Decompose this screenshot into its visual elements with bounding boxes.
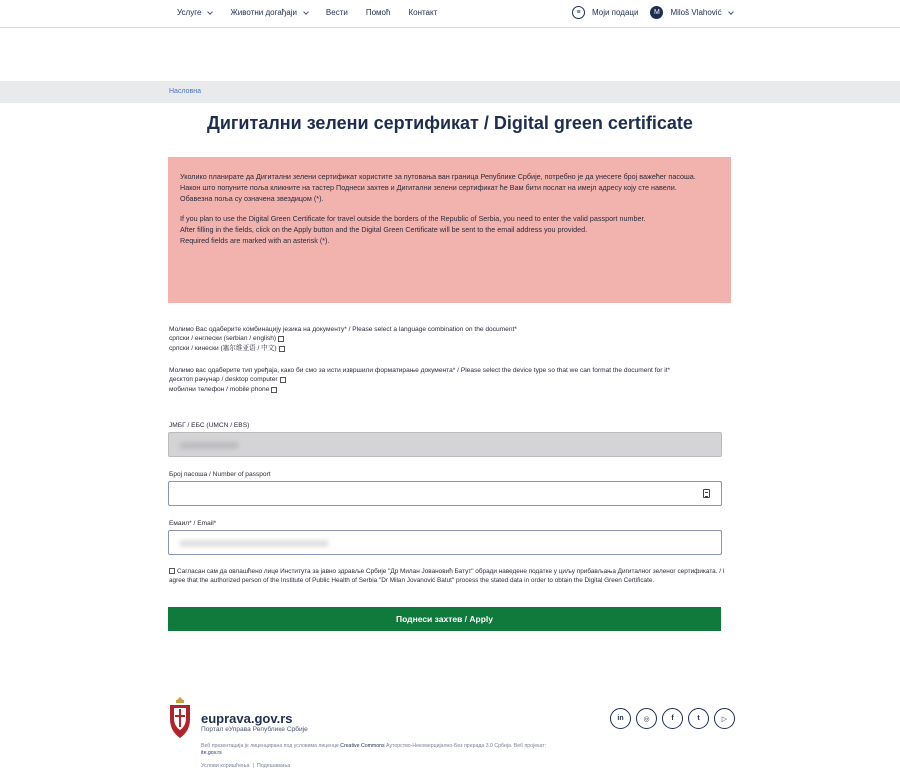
apply-button[interactable]: Поднеси захтев / Apply [168, 607, 721, 631]
creative-commons-link[interactable]: Creative Commons [340, 743, 385, 749]
instagram-icon[interactable]: ◎ [636, 708, 657, 729]
redacted-value [179, 442, 239, 449]
notice-text: If you plan to use the Digital Green Certificate for travel outside the borders of the Republic of Serbia, you need to enter the valid passport number. [180, 214, 646, 224]
project-link[interactable]: ite.gov.rs [201, 750, 222, 756]
page-title: Дигитални зелени сертификат / Digital green certificate [207, 113, 693, 133]
keyboard-icon[interactable] [703, 489, 710, 498]
avatar: M [650, 6, 663, 19]
device-desktop-checkbox[interactable] [280, 377, 286, 383]
language-chinese-checkbox[interactable] [279, 346, 285, 352]
option-label: српски / енглески (serbian / english) [169, 335, 277, 342]
serbia-coat-of-arms-icon [168, 696, 192, 740]
my-data-label: Моји подаци [592, 8, 639, 17]
nav-item-label: Животни догађаји [230, 8, 297, 17]
linkedin-icon[interactable]: in [610, 708, 631, 729]
user-menu [572, 6, 733, 19]
breadcrumb [0, 81, 900, 103]
jmbg-label: ЈМБГ / ЕБС (UMCN / EBS) [169, 422, 250, 429]
twitter-icon[interactable]: t [688, 708, 709, 729]
email-label: Емаил* / Email* [169, 520, 217, 527]
notice-text: Обавезна поља су означена звездицом (*). [180, 193, 324, 203]
facebook-icon[interactable]: f [662, 708, 683, 729]
device-mobile-checkbox[interactable] [271, 387, 277, 393]
license-text [201, 743, 561, 757]
nav-item-contact[interactable] [408, 8, 437, 17]
device-option-desktop [169, 375, 729, 385]
notice-text: Уколико планирате да Дигитални зелени сертификат користите за путовања ван граница Републике Србије, потребно је да унесете број важећег пасоша. [180, 172, 696, 181]
chevron-down-icon [208, 9, 214, 15]
language-option-chinese [169, 344, 729, 354]
chevron-down-icon [728, 9, 734, 15]
device-question: Молимо вас одаберите тип уређаја, како би смо за исти извршили форматирање документа* / Please select the device type so that we can format the document for it* [169, 367, 671, 374]
divider: | [252, 763, 254, 769]
nav-item-news[interactable] [326, 8, 348, 17]
license-prefix: Веб презентација је лиценцирана под условима лиценце [201, 743, 341, 749]
option-label: српски / кинески (塞尔维亚语 / 中文) [169, 345, 277, 352]
certificate-form [169, 325, 729, 395]
consent-checkbox[interactable] [169, 568, 175, 574]
language-english-checkbox[interactable] [278, 336, 284, 342]
social-links [610, 708, 735, 729]
my-data-link[interactable] [572, 6, 638, 19]
list-icon: ≡ [572, 6, 585, 19]
nav-item-label: Контакт [408, 8, 438, 17]
nav-item-life-events[interactable] [230, 8, 308, 17]
nav-item-label: Услуге [177, 8, 202, 17]
language-question: Молимо Вас одаберите комбинацију језика на документу* / Please select a language combination on the document* [169, 326, 517, 333]
device-option-mobile [169, 385, 729, 395]
footer-subtitle: Портал еУправа Републике Србије [201, 726, 308, 733]
info-notice [168, 157, 731, 303]
notice-text: Након што попуните поља кликните на тастер Поднеси захтев и Дигитални зелени сертификат ће Вам бити послат на имејл адресу коју сте навели. [180, 182, 677, 192]
option-label: десктоп рачунар / desktop computer [169, 376, 278, 383]
license-suffix: Ауторство-Некомерцијално-Без прерада 3.0 Србија. Веб пројекат: [384, 743, 547, 749]
option-label: мобилни телефон / mobile phone [169, 386, 270, 393]
user-name: Miloš Vlahović [670, 8, 722, 17]
nav-item-label: Помоћ [365, 8, 391, 17]
footer-brand[interactable]: euprava.gov.rs [201, 711, 293, 726]
notice-text: Required fields are marked with an asterisk (*). [180, 235, 330, 245]
consent-text: Сагласан сам да овлашћено лице Института за јавно здравље Србије "Др Милан Јовановић Батут" обради наведене податке у циљу прибављања Дигиталног зеленог сертификата. / I agree that the authorized person of the Institute of Public Health of Serbia "Dr Milan Jovanović Batut" process the stated data in order to obtain the Digital Green Certificate. [169, 568, 725, 584]
passport-field[interactable] [168, 481, 722, 506]
notice-text: After filling in the fields, click on the Apply button and the Digital Green Certificate will be sent to the email address you provided. [180, 225, 588, 235]
settings-link[interactable]: Подешавања [256, 763, 291, 769]
passport-label: Број пасоша / Number of passport [169, 471, 271, 478]
top-navigation [0, 0, 900, 28]
breadcrumb-home-link[interactable]: Насловна [169, 88, 201, 95]
footer-links [201, 763, 290, 769]
terms-link[interactable]: Услови коришћења [201, 763, 250, 769]
main-menu [177, 8, 437, 17]
nav-item-help[interactable] [366, 8, 391, 17]
language-option-english [169, 334, 729, 344]
nav-item-label: Вести [325, 8, 348, 17]
chevron-down-icon [303, 9, 309, 15]
redacted-value [179, 540, 329, 547]
jmbg-field [168, 432, 722, 457]
consent-row [169, 568, 725, 585]
email-field[interactable] [168, 530, 722, 555]
nav-item-services[interactable] [177, 8, 212, 17]
youtube-icon[interactable]: ▷ [714, 708, 735, 729]
user-dropdown[interactable] [650, 6, 732, 19]
